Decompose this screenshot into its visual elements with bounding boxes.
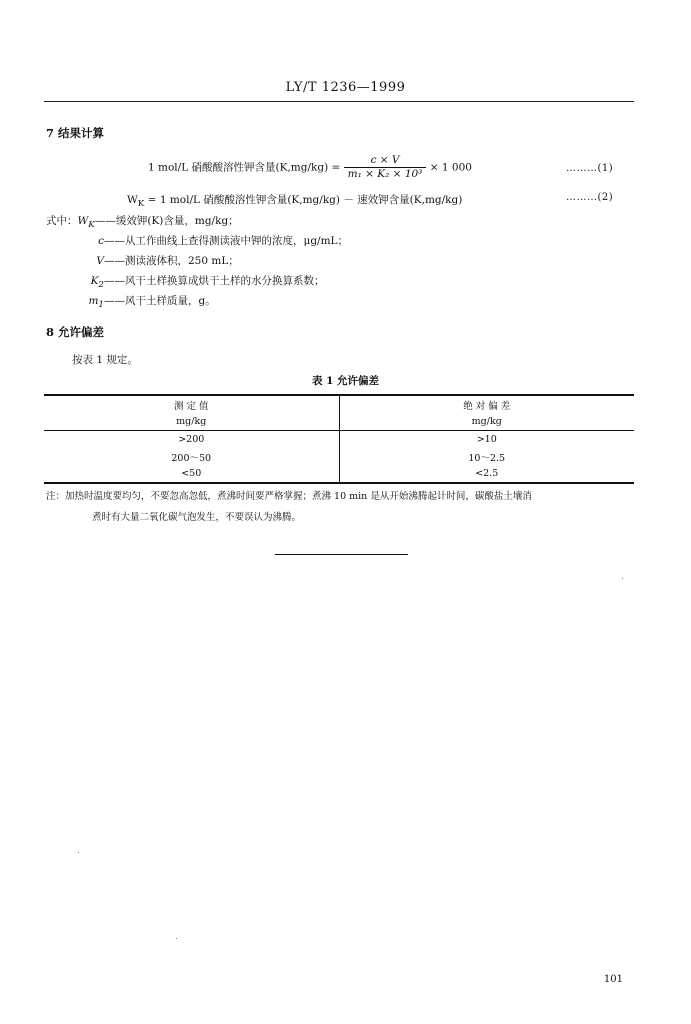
definition-k2 bbox=[46, 273, 325, 290]
equation-2: $W_K = 1$ mol/L 硝酸酸溶性钾含量(K,mg/kg) － 速效钾含量(K,mg/kg) bbox=[127, 194, 463, 210]
definition-symbol: c bbox=[98, 235, 104, 247]
scan-speck bbox=[78, 852, 79, 853]
definition-symbol: V bbox=[96, 255, 104, 267]
section-8-heading: 8 允许偏差 bbox=[46, 325, 105, 339]
table-row bbox=[44, 431, 634, 449]
equation-1-tail: × 1 000 bbox=[429, 161, 472, 174]
definition-text: ——从工作曲线上查得测读液中钾的浓度，μg/mL； bbox=[104, 235, 349, 247]
table-cell: 10～2.5 bbox=[468, 452, 506, 464]
definition-text: ——测读液体积，250 mL； bbox=[104, 255, 239, 267]
equation-1-lhs: 1 mol/L 硝酸酸溶性钾含量(K,mg/kg) = bbox=[148, 161, 341, 174]
equation-1-number: ………(1) bbox=[566, 163, 614, 174]
scan-speck bbox=[176, 938, 177, 939]
equation-1-numerator: c × V bbox=[344, 154, 427, 168]
equation-2-number: ………(2) bbox=[566, 192, 614, 203]
where-label: 式中： bbox=[46, 215, 78, 227]
definition-text: ——缓效钾(K)含量，mg/kg； bbox=[94, 215, 239, 227]
definition-symbol: $m_1$ bbox=[88, 295, 104, 311]
table-row bbox=[44, 465, 634, 483]
unit-measured-value: mg/kg bbox=[44, 413, 339, 431]
definition-symbol: $W_K$ bbox=[77, 215, 95, 231]
page-number: 101 bbox=[603, 974, 623, 985]
header-measured-value: 测 定 值 bbox=[44, 395, 339, 413]
table-note-line-2: 煮时有大量二氧化碳气泡发生，不要误认为沸腾。 bbox=[92, 512, 302, 523]
running-header: LY/T 1236—1999 bbox=[285, 80, 406, 95]
tolerance-table bbox=[44, 394, 634, 484]
end-rule bbox=[275, 554, 408, 555]
section-8-intro: 按表 1 规定。 bbox=[72, 354, 138, 366]
table-caption: 表 1 允许偏差 bbox=[311, 375, 380, 387]
definition-c bbox=[46, 233, 348, 248]
table-unit-row bbox=[44, 413, 634, 431]
table-row bbox=[44, 448, 634, 465]
equation-1-denominator: m₁ × K₂ × 10³ bbox=[347, 168, 423, 180]
definition-text: ——风干土样换算成烘干土样的水分换算系数； bbox=[104, 275, 325, 287]
definition-symbol: $K_2$ bbox=[90, 275, 104, 291]
table-cell: >10 bbox=[476, 434, 497, 445]
header-absolute-deviation: 绝 对 偏 差 bbox=[339, 395, 634, 413]
definition-wk bbox=[46, 213, 239, 230]
definition-text: ——风干土样质量，g。 bbox=[104, 295, 216, 307]
unit-absolute-deviation: mg/kg bbox=[339, 413, 634, 431]
definition-v bbox=[46, 253, 239, 268]
table-cell: 200～50 bbox=[44, 448, 339, 465]
equation-1-fraction bbox=[344, 154, 427, 181]
equation-1 bbox=[148, 154, 472, 181]
table-cell: <50 bbox=[44, 465, 339, 483]
table-cell: >200 bbox=[44, 431, 339, 449]
header-rule bbox=[44, 101, 634, 102]
section-7-heading: 7 结果计算 bbox=[46, 126, 105, 140]
table-note-line-1: 注：加热时温度要均匀，不要忽高忽低，煮沸时间要严格掌握；煮沸 10 min 是从开始沸腾起计时间，碳酸盐土壤消 bbox=[46, 491, 532, 502]
table-cell: <2.5 bbox=[339, 465, 634, 483]
definition-m1 bbox=[46, 293, 216, 310]
table-header-row bbox=[44, 395, 634, 413]
scan-speck bbox=[622, 578, 623, 579]
